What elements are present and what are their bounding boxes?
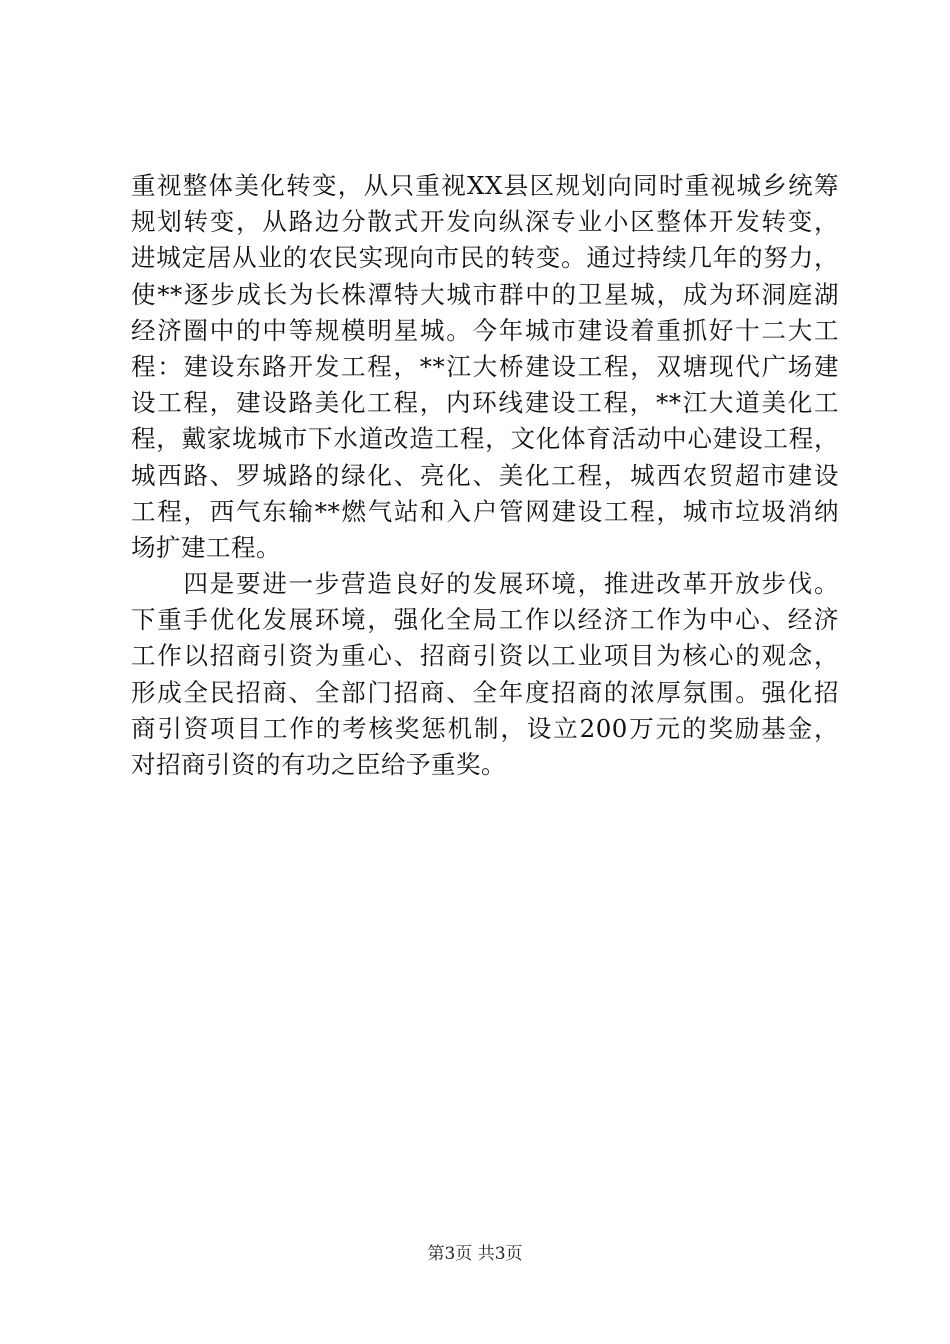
text-line: 工程，西气东输**燃气站和入户管网建设工程，城市垃圾消纳 — [131, 496, 839, 526]
paragraph-development-environment — [131, 566, 839, 783]
text-line: 下重手优化发展环境，强化全局工作以经济工作为中心、经济 — [131, 605, 839, 635]
text-line: 四是要进一步营造良好的发展环境，推进改革开放步伐。 — [131, 569, 839, 599]
text-line: 进城定居从业的农民实现向市民的转变。通过持续几年的努力， — [131, 243, 839, 273]
text-line: 工作以招商引资为重心、招商引资以工业项目为核心的观念， — [131, 641, 839, 671]
text-line: 商引资项目工作的考核奖惩机制，设立200万元的奖励基金， — [131, 713, 839, 743]
text-line: 形成全民招商、全部门招商、全年度招商的浓厚氛围。强化招 — [131, 677, 839, 707]
text-line: 设工程，建设路美化工程，内环线建设工程，**江大道美化工 — [131, 388, 839, 418]
text-line: 程，戴家垅城市下水道改造工程，文化体育活动中心建设工程， — [131, 424, 839, 454]
text-line: 程：建设东路开发工程，**江大桥建设工程，双塘现代广场建 — [131, 351, 839, 381]
text-line: 对招商引资的有功之臣给予重奖。 — [131, 750, 506, 779]
text-line: 城西路、罗城路的绿化、亮化、美化工程，城西农贸超市建设 — [131, 460, 839, 490]
document-body — [131, 168, 839, 783]
text-line: 重视整体美化转变，从只重视XX县区规划向同时重视城乡统筹 — [131, 171, 839, 200]
text-line: 经济圈中的中等规模明星城。今年城市建设着重抓好十二大工 — [131, 315, 839, 345]
text-line: 使**逐步成长为长株潭特大城市群中的卫星城，成为环洞庭湖 — [131, 279, 839, 309]
paragraph-urban-construction — [131, 168, 839, 566]
text-line: 场扩建工程。 — [131, 532, 281, 562]
page-number-footer: 第3页 共3页 — [427, 1244, 523, 1264]
text-line: 规划转变，从路边分散式开发向纵深专业小区整体开发转变， — [131, 207, 839, 237]
